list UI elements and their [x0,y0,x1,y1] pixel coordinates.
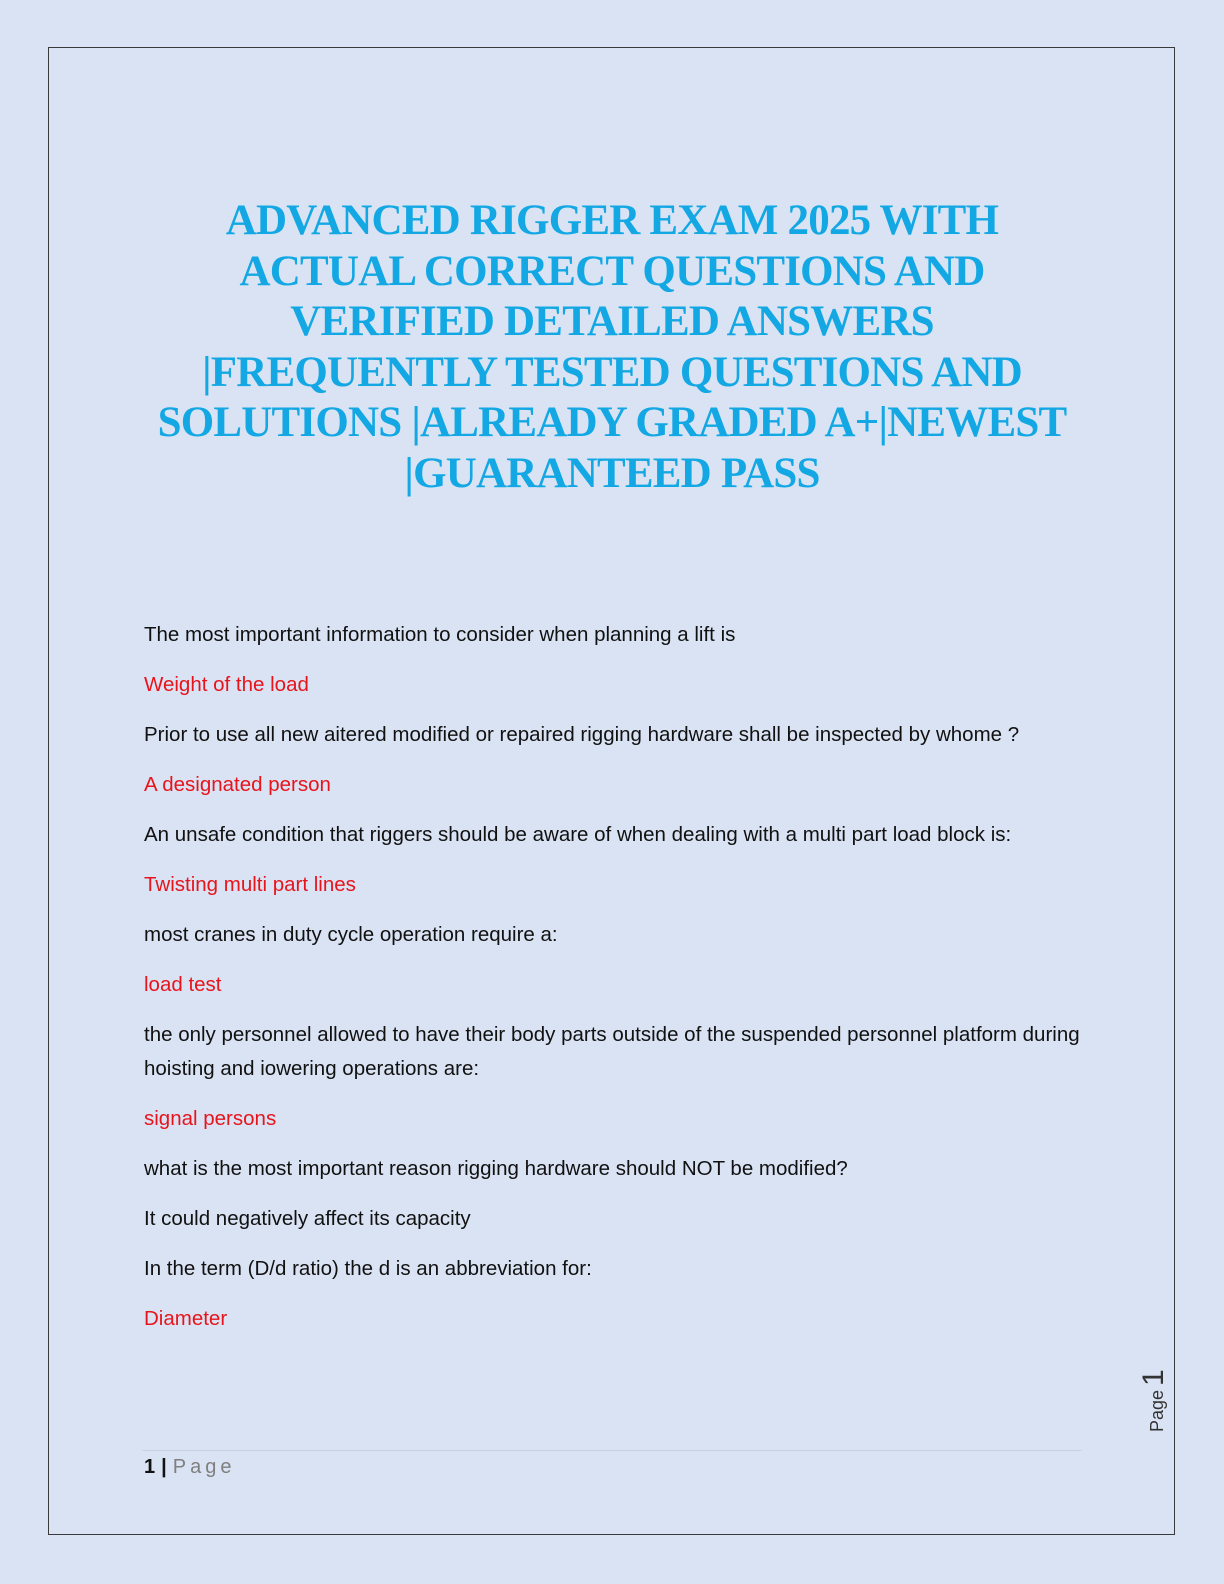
page-footer [144,1456,235,1479]
question-text: An unsafe condition that riggers should be aware of when dealing with a multi part load block is: [144,823,1012,846]
title-line: ACTUAL CORRECT QUESTIONS AND [239,247,985,295]
question-text: most cranes in duty cycle operation require a: [144,923,558,946]
answer-text: It could negatively affect its capacity [144,1207,471,1230]
title-line: |FREQUENTLY TESTED QUESTIONS AND [202,348,1022,396]
answer-text: load test [144,973,222,996]
answer-text: A designated person [144,773,331,796]
footer-page-number: 1 [144,1456,156,1478]
side-page-label [1137,1369,1171,1432]
title-line: ADVANCED RIGGER EXAM 2025 WITH [225,197,999,244]
answer-text: Diameter [144,1307,228,1330]
side-page-number: 1 [1137,1369,1170,1386]
title-line: VERIFIED DETAILED ANSWERS [290,298,934,345]
question-answer-list [144,618,1084,1352]
footer-divider [142,1450,1082,1451]
answer-text: signal persons [144,1107,277,1130]
question-text: Prior to use all new aitered modified or repaired rigging hardware shall be inspected by whome ? [144,723,1020,746]
question-text: the only personnel allowed to have their body parts outside of the suspended personnel platform during hoisting and iowering operations are: [144,1023,1080,1080]
footer-page-label: Page [172,1456,236,1478]
title-line: |GUARANTEED PASS [404,449,820,497]
document-title [120,196,1104,499]
question-text: In the term (D/d ratio) the d is an abbreviation for: [144,1257,592,1280]
title-line: SOLUTIONS |ALREADY GRADED A+|NEWEST [157,399,1067,446]
answer-text: Twisting multi part lines [144,873,356,896]
answer-text: Weight of the load [144,673,309,696]
question-text: what is the most important reason rigging hardware should NOT be modified? [144,1157,848,1180]
side-page-text: Page [1147,1389,1167,1432]
footer-separator: | [161,1456,167,1478]
question-text: The most important information to consider when planning a lift is [144,623,736,646]
